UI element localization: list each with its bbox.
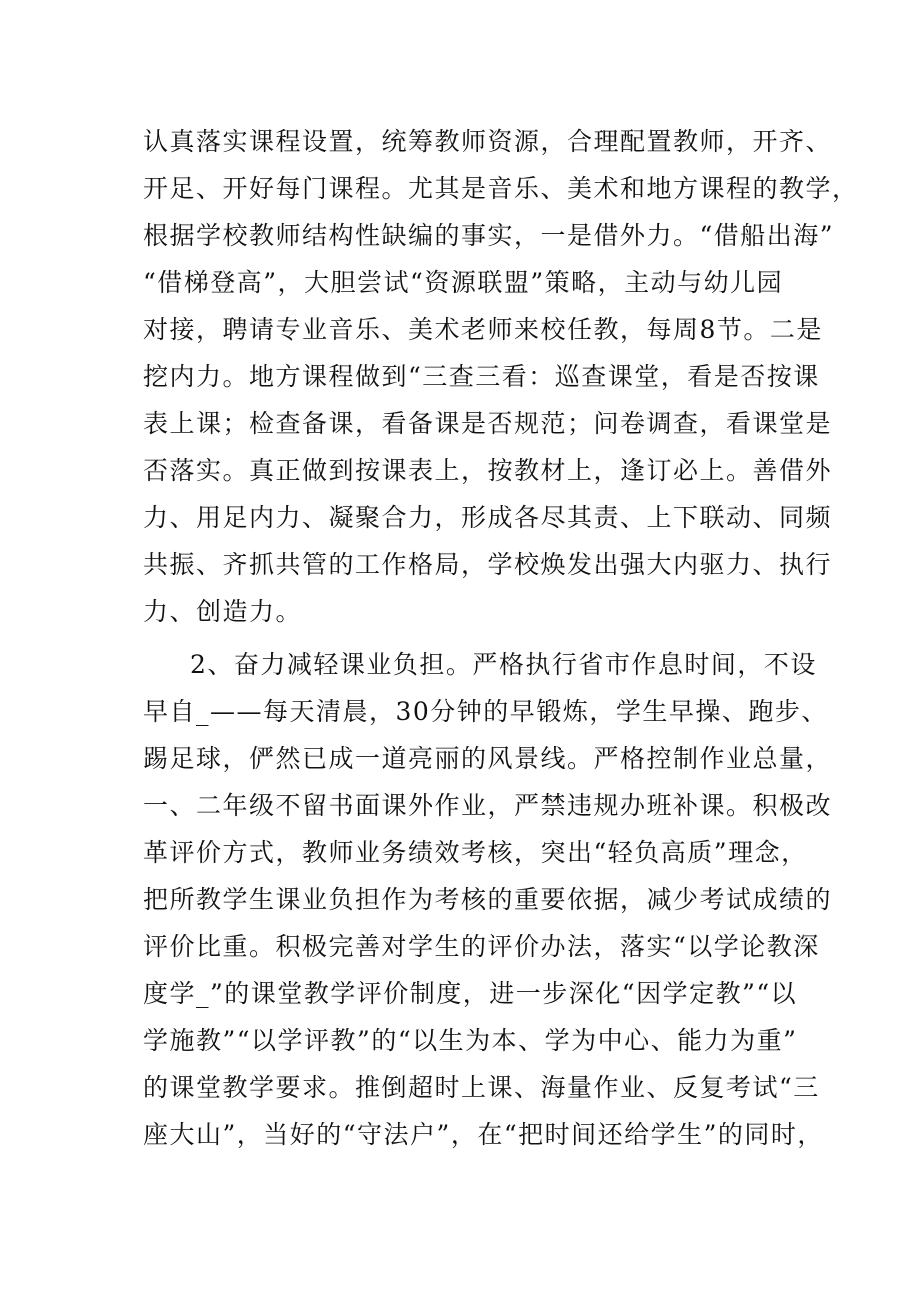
text-line: 共振、齐抓共管的工作格局，学校焕发出强大内驱力、执行 bbox=[143, 550, 833, 579]
text-line: 的课堂教学要求。推倒超时上课、海量作业、反复考试“三 bbox=[143, 1073, 820, 1102]
text-line: 革评价方式，教师业务绩效考核，突出“轻负高质”理念， bbox=[143, 838, 808, 867]
text-line: 评价比重。积极完善对学生的评价办法，落实“以学论教深 bbox=[143, 932, 820, 961]
text-line: 度学_”的课堂教学评价制度，进一步深化“因学定教”“以 bbox=[143, 979, 798, 1008]
text-line: 把所教学生课业负担作为考核的重要依据，减少考试成绩的 bbox=[143, 885, 833, 914]
text-line: 一、二年级不留书面课外作业，严禁违规办班补课。积极改 bbox=[143, 791, 833, 820]
text-line: 早自_——每天清晨，30分钟的早锻炼，学生早操、跑步、 bbox=[143, 697, 828, 726]
text-line: 对接，聘请专业音乐、美术老师来校任教，每周8节。二是 bbox=[143, 315, 823, 344]
text-line: 开足、开好每门课程。尤其是音乐、美术和地方课程的教学， bbox=[143, 174, 859, 203]
text-line: 否落实。真正做到按课表上，按教材上，逢订必上。善借外 bbox=[143, 456, 833, 485]
text-line: 认真落实课程设置，统筹教师资源，合理配置教师，开齐、 bbox=[143, 127, 833, 156]
text-line: 根据学校教师结构性缺编的事实，一是借外力。“借船出海” bbox=[143, 221, 835, 250]
text-line: 力、用足内力、凝聚合力，形成各尽其责、上下联动、同频 bbox=[143, 503, 833, 532]
text-line: 力、创造力。 bbox=[143, 597, 303, 626]
text-line: 座大山”，当好的“守法户”，在“把时间还给学生”的同时， bbox=[143, 1120, 824, 1149]
text-line: “借梯登高”，大胆尝试“资源联盟”策略，主动与幼儿园 bbox=[143, 268, 784, 297]
text-line: 踢足球，俨然已成一道亮丽的风景线。严格控制作业总量， bbox=[143, 744, 833, 773]
text-line: 学施教”“以学评教”的“以生为本、学为中心、能力为重” bbox=[143, 1026, 798, 1055]
text-line: 表上课；检查备课，看备课是否规范；问卷调查，看课堂是 bbox=[143, 409, 833, 438]
text-line: 挖内力。地方课程做到“三查三看：巡查课堂，看是否按课 bbox=[143, 362, 820, 391]
paragraph-first-line: 2、奋力减轻课业负担。严格执行省市作息时间，不设 bbox=[190, 650, 817, 679]
